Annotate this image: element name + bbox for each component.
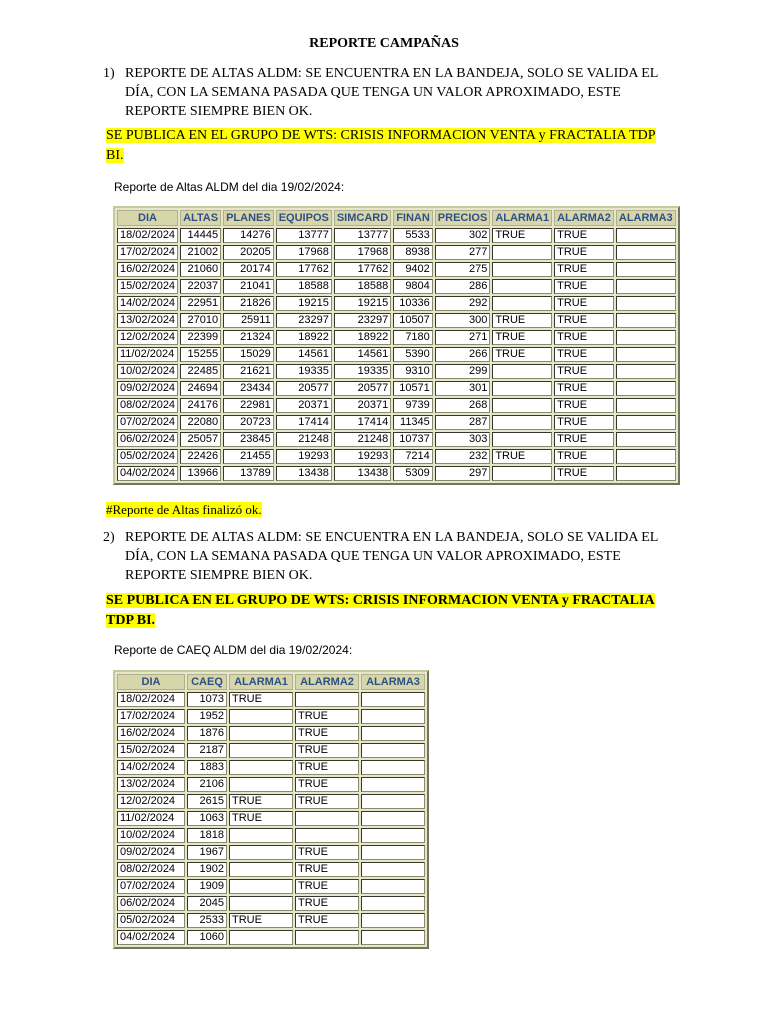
table-cell — [361, 845, 425, 860]
table-cell — [361, 811, 425, 826]
column-header: SIMCARD — [334, 210, 391, 226]
table-cell: TRUE — [554, 313, 614, 328]
table-cell: TRUE — [554, 432, 614, 447]
table-cell — [361, 794, 425, 809]
table-row — [117, 760, 425, 775]
table-cell: 19215 — [334, 296, 391, 311]
table-cell — [229, 726, 293, 741]
table-cell: 1073 — [187, 692, 227, 707]
table-cell — [616, 262, 676, 277]
table-cell: TRUE — [554, 279, 614, 294]
table-row — [117, 930, 425, 945]
caeq-report-table — [113, 670, 429, 949]
table-cell: 1060 — [187, 930, 227, 945]
table-cell: 19293 — [276, 449, 332, 464]
table-cell: 14561 — [276, 347, 332, 362]
table-cell: 266 — [435, 347, 491, 362]
table-cell: TRUE — [554, 381, 614, 396]
column-header: CAEQ — [187, 674, 227, 690]
table-cell: 1909 — [187, 879, 227, 894]
table-row — [117, 828, 425, 843]
table-cell: 16/02/2024 — [117, 262, 178, 277]
column-header: PRECIOS — [435, 210, 491, 226]
table-cell: 17762 — [334, 262, 391, 277]
table-row — [117, 313, 676, 328]
table-cell — [295, 811, 359, 826]
table-cell: 18922 — [334, 330, 391, 345]
table-cell: 10/02/2024 — [117, 828, 185, 843]
table-cell: 23434 — [223, 381, 274, 396]
column-header: FINAN — [393, 210, 433, 226]
table-cell — [492, 245, 552, 260]
table-row — [117, 381, 676, 396]
table-cell: 300 — [435, 313, 491, 328]
table-cell — [492, 279, 552, 294]
table-cell: 18/02/2024 — [117, 228, 178, 243]
table-cell: 16/02/2024 — [117, 726, 185, 741]
column-header: ALARMA1 — [492, 210, 552, 226]
table-cell: 268 — [435, 398, 491, 413]
table-cell: 11345 — [393, 415, 433, 430]
page-title: REPORTE CAMPAÑAS — [309, 36, 459, 51]
table-cell: 18588 — [334, 279, 391, 294]
column-header: DIA — [117, 210, 178, 226]
table-cell: TRUE — [492, 449, 552, 464]
table-cell: 12/02/2024 — [117, 330, 178, 345]
table-cell: 1063 — [187, 811, 227, 826]
table-row — [117, 913, 425, 928]
table-cell — [616, 364, 676, 379]
table-header-row — [117, 674, 425, 690]
table-row — [117, 415, 676, 430]
section-1-number: 1) — [103, 66, 115, 81]
table-cell: 17/02/2024 — [117, 245, 178, 260]
table-cell: 09/02/2024 — [117, 381, 178, 396]
table-cell: 22485 — [180, 364, 221, 379]
table-cell: 11/02/2024 — [117, 811, 185, 826]
table-cell: 05/02/2024 — [117, 913, 185, 928]
table-cell — [229, 862, 293, 877]
table-cell — [616, 347, 676, 362]
table-cell: 21060 — [180, 262, 221, 277]
table-cell: 11/02/2024 — [117, 347, 178, 362]
table-cell: 23845 — [223, 432, 274, 447]
table-cell: 2187 — [187, 743, 227, 758]
table-cell — [361, 743, 425, 758]
altas-finished-text: #Reporte de Altas finalizó ok. — [106, 502, 262, 517]
table-cell: 10737 — [393, 432, 433, 447]
table-cell: 04/02/2024 — [117, 930, 185, 945]
column-header: DIA — [117, 674, 185, 690]
table-cell — [492, 432, 552, 447]
table-cell: TRUE — [295, 845, 359, 860]
table-cell — [361, 692, 425, 707]
table-cell: 22399 — [180, 330, 221, 345]
table-cell: 12/02/2024 — [117, 794, 185, 809]
table-cell: 7180 — [393, 330, 433, 345]
table-cell: TRUE — [492, 347, 552, 362]
table-cell: 14/02/2024 — [117, 760, 185, 775]
table-cell: 19335 — [276, 364, 332, 379]
table-cell: 09/02/2024 — [117, 845, 185, 860]
table-cell: 22080 — [180, 415, 221, 430]
table-cell: 8938 — [393, 245, 433, 260]
table-cell: 17968 — [334, 245, 391, 260]
column-header: ALARMA3 — [361, 674, 425, 690]
table-cell: TRUE — [554, 347, 614, 362]
table-cell: TRUE — [295, 879, 359, 894]
table-cell — [361, 879, 425, 894]
table-cell: 14561 — [334, 347, 391, 362]
table-cell: 15029 — [223, 347, 274, 362]
section-1-publish-text: SE PUBLICA EN EL GRUPO DE WTS: CRISIS INFORMACION VENTA y FRACTALIA TDP BI. — [106, 128, 656, 163]
section-2-number: 2) — [103, 530, 115, 545]
table-2-caption: Reporte de CAEQ ALDM del dia 19/02/2024: — [114, 643, 353, 657]
table-cell: 13777 — [334, 228, 391, 243]
table-cell — [616, 398, 676, 413]
column-header: ALARMA2 — [295, 674, 359, 690]
table-cell: 13777 — [276, 228, 332, 243]
table-cell: 2106 — [187, 777, 227, 792]
table-cell — [616, 279, 676, 294]
table-cell: 23297 — [276, 313, 332, 328]
table-cell: 24176 — [180, 398, 221, 413]
table-row — [117, 245, 676, 260]
table-cell — [616, 381, 676, 396]
table-cell: 303 — [435, 432, 491, 447]
table-cell: TRUE — [229, 794, 293, 809]
altas-report-table — [113, 206, 680, 485]
section-2-publish-text: SE PUBLICA EN EL GRUPO DE WTS: CRISIS INFORMACION VENTA y FRACTALIA TDP BI. — [106, 593, 655, 628]
table-cell — [492, 466, 552, 481]
table-cell: 18588 — [276, 279, 332, 294]
table-cell: 2533 — [187, 913, 227, 928]
section-1-text: REPORTE DE ALTAS ALDM: SE ENCUENTRA EN LA BANDEJA, SOLO SE VALIDA EL DÍA, CON LA SEMANA PASADA QUE TENGA UN VALOR APROXIMADO, ESTE REPORTE SIEMPRE BIEN OK. — [125, 66, 658, 119]
table-cell: 04/02/2024 — [117, 466, 178, 481]
table-cell: 08/02/2024 — [117, 398, 178, 413]
table-cell: 5533 — [393, 228, 433, 243]
table-cell — [229, 845, 293, 860]
table-cell: 13966 — [180, 466, 221, 481]
table-cell: 10336 — [393, 296, 433, 311]
table-cell: 20174 — [223, 262, 274, 277]
table-cell: TRUE — [554, 296, 614, 311]
table-cell: 22037 — [180, 279, 221, 294]
table-cell: 08/02/2024 — [117, 862, 185, 877]
table-cell: 299 — [435, 364, 491, 379]
table-row — [117, 794, 425, 809]
table-cell — [295, 692, 359, 707]
table-row — [117, 862, 425, 877]
table-cell: 297 — [435, 466, 491, 481]
table-cell: 10507 — [393, 313, 433, 328]
table-cell — [361, 726, 425, 741]
table-cell: 7214 — [393, 449, 433, 464]
table-cell: 06/02/2024 — [117, 896, 185, 911]
table-row — [117, 743, 425, 758]
table-cell: TRUE — [554, 330, 614, 345]
table-cell — [616, 296, 676, 311]
table-cell — [492, 364, 552, 379]
table-cell — [616, 245, 676, 260]
table-cell: 19215 — [276, 296, 332, 311]
table-row — [117, 279, 676, 294]
table-cell: 19293 — [334, 449, 391, 464]
table-cell: 27010 — [180, 313, 221, 328]
table-cell: 1902 — [187, 862, 227, 877]
table-cell: 1876 — [187, 726, 227, 741]
table-cell — [229, 896, 293, 911]
table-cell: 18922 — [276, 330, 332, 345]
table-cell — [616, 466, 676, 481]
table-cell: 21324 — [223, 330, 274, 345]
column-header: PLANES — [223, 210, 274, 226]
table-cell: 15/02/2024 — [117, 743, 185, 758]
table-cell: TRUE — [229, 811, 293, 826]
table-cell: 277 — [435, 245, 491, 260]
table-cell: 22426 — [180, 449, 221, 464]
table-row — [117, 692, 425, 707]
table-cell: TRUE — [554, 364, 614, 379]
table-cell: TRUE — [295, 862, 359, 877]
column-header: ALARMA2 — [554, 210, 614, 226]
table-cell: TRUE — [295, 896, 359, 911]
table-row — [117, 879, 425, 894]
table-cell — [361, 777, 425, 792]
table-cell: TRUE — [295, 777, 359, 792]
table-cell: 14/02/2024 — [117, 296, 178, 311]
altas-finished-note — [106, 502, 262, 518]
table-cell — [229, 777, 293, 792]
table-cell: 9739 — [393, 398, 433, 413]
table-cell — [492, 381, 552, 396]
table-cell: TRUE — [554, 245, 614, 260]
table-cell: 287 — [435, 415, 491, 430]
table-cell: 19335 — [334, 364, 391, 379]
table-cell — [361, 828, 425, 843]
table-cell: 232 — [435, 449, 491, 464]
table-cell: 07/02/2024 — [117, 879, 185, 894]
table-cell — [492, 262, 552, 277]
table-cell: 20577 — [334, 381, 391, 396]
table-1-caption: Reporte de Altas ALDM del dia 19/02/2024: — [114, 180, 345, 194]
table-row — [117, 466, 676, 481]
table-cell — [616, 432, 676, 447]
table-cell: 25911 — [223, 313, 274, 328]
table-cell — [361, 760, 425, 775]
table-cell: 271 — [435, 330, 491, 345]
table-cell: 14276 — [223, 228, 274, 243]
table-cell — [492, 398, 552, 413]
table-cell — [616, 313, 676, 328]
table-cell: 10/02/2024 — [117, 364, 178, 379]
table-cell: TRUE — [554, 415, 614, 430]
table-cell: 14445 — [180, 228, 221, 243]
table-cell: TRUE — [554, 398, 614, 413]
table-cell: 13438 — [276, 466, 332, 481]
table-header-row — [117, 210, 676, 226]
table-row — [117, 726, 425, 741]
table-cell: TRUE — [229, 692, 293, 707]
table-cell — [616, 415, 676, 430]
table-row — [117, 777, 425, 792]
table-cell — [492, 415, 552, 430]
table-cell: 24694 — [180, 381, 221, 396]
table-cell: 07/02/2024 — [117, 415, 178, 430]
table-cell: TRUE — [295, 760, 359, 775]
table-cell: 13438 — [334, 466, 391, 481]
table-cell: 20371 — [334, 398, 391, 413]
table-cell — [616, 330, 676, 345]
table-cell: 292 — [435, 296, 491, 311]
table-cell: 275 — [435, 262, 491, 277]
table-cell — [295, 930, 359, 945]
table-row — [117, 449, 676, 464]
table-row — [117, 296, 676, 311]
table-row — [117, 811, 425, 826]
table-cell: 21455 — [223, 449, 274, 464]
table-cell: 25057 — [180, 432, 221, 447]
table-cell: 18/02/2024 — [117, 692, 185, 707]
table-cell: 15/02/2024 — [117, 279, 178, 294]
table-cell — [229, 930, 293, 945]
table-cell: TRUE — [295, 743, 359, 758]
section-2-publish-note — [106, 591, 666, 631]
table-cell: 15255 — [180, 347, 221, 362]
table-cell: 13/02/2024 — [117, 777, 185, 792]
table-row — [117, 364, 676, 379]
table-cell: 1818 — [187, 828, 227, 843]
table-cell — [229, 828, 293, 843]
table-cell: 21002 — [180, 245, 221, 260]
column-header: ALARMA3 — [616, 210, 676, 226]
table-cell: 17762 — [276, 262, 332, 277]
section-2-text: REPORTE DE ALTAS ALDM: SE ENCUENTRA EN LA BANDEJA, SOLO SE VALIDA EL DÍA, CON LA SEMANA PASADA QUE TENGA UN VALOR APROXIMADO, ESTE REPORTE SIEMPRE BIEN OK. — [125, 530, 658, 583]
table-cell: 20205 — [223, 245, 274, 260]
table-cell — [616, 449, 676, 464]
table-cell — [229, 709, 293, 724]
table-cell: 5309 — [393, 466, 433, 481]
table-cell: 21041 — [223, 279, 274, 294]
table-cell: 20577 — [276, 381, 332, 396]
table-cell: 2045 — [187, 896, 227, 911]
table-cell — [361, 930, 425, 945]
table-cell: 21248 — [276, 432, 332, 447]
table-cell: 21826 — [223, 296, 274, 311]
table-row — [117, 330, 676, 345]
table-cell: 17/02/2024 — [117, 709, 185, 724]
table-cell: TRUE — [554, 228, 614, 243]
table-cell — [361, 913, 425, 928]
table-cell: 10571 — [393, 381, 433, 396]
table-cell: 20371 — [276, 398, 332, 413]
table-cell: 2615 — [187, 794, 227, 809]
column-header: ALARMA1 — [229, 674, 293, 690]
table-cell: TRUE — [554, 449, 614, 464]
table-cell: 301 — [435, 381, 491, 396]
table-row — [117, 896, 425, 911]
table-cell: 06/02/2024 — [117, 432, 178, 447]
table-cell: 17414 — [334, 415, 391, 430]
table-cell: TRUE — [554, 466, 614, 481]
table-cell: 22951 — [180, 296, 221, 311]
table-cell: 302 — [435, 228, 491, 243]
table-cell — [616, 228, 676, 243]
table-cell — [295, 828, 359, 843]
table-row — [117, 262, 676, 277]
table-cell: 21621 — [223, 364, 274, 379]
table-cell: 5390 — [393, 347, 433, 362]
table-cell: 9310 — [393, 364, 433, 379]
table-cell: TRUE — [554, 262, 614, 277]
table-cell: 17414 — [276, 415, 332, 430]
table-cell: 20723 — [223, 415, 274, 430]
table-cell: TRUE — [492, 313, 552, 328]
table-cell: TRUE — [492, 330, 552, 345]
table-cell — [361, 896, 425, 911]
column-header: ALTAS — [180, 210, 221, 226]
table-row — [117, 347, 676, 362]
table-cell — [229, 743, 293, 758]
table-cell: TRUE — [229, 913, 293, 928]
table-row — [117, 398, 676, 413]
table-cell — [361, 709, 425, 724]
table-row — [117, 228, 676, 243]
section-1-publish-note — [106, 126, 666, 166]
table-cell: 13/02/2024 — [117, 313, 178, 328]
table-row — [117, 432, 676, 447]
column-header: EQUIPOS — [276, 210, 332, 226]
table-cell — [361, 862, 425, 877]
table-cell: TRUE — [295, 709, 359, 724]
table-cell: TRUE — [295, 913, 359, 928]
table-cell — [229, 760, 293, 775]
table-cell: 13789 — [223, 466, 274, 481]
table-cell: 21248 — [334, 432, 391, 447]
table-cell: 1967 — [187, 845, 227, 860]
table-cell: 1883 — [187, 760, 227, 775]
table-row — [117, 845, 425, 860]
table-cell: 17968 — [276, 245, 332, 260]
table-cell: TRUE — [295, 726, 359, 741]
table-cell: 9804 — [393, 279, 433, 294]
table-cell: TRUE — [295, 794, 359, 809]
table-cell: 22981 — [223, 398, 274, 413]
table-cell — [229, 879, 293, 894]
table-cell: TRUE — [492, 228, 552, 243]
table-cell: 9402 — [393, 262, 433, 277]
table-row — [117, 709, 425, 724]
table-cell — [492, 296, 552, 311]
table-cell: 05/02/2024 — [117, 449, 178, 464]
table-cell: 286 — [435, 279, 491, 294]
table-cell: 1952 — [187, 709, 227, 724]
table-cell: 23297 — [334, 313, 391, 328]
